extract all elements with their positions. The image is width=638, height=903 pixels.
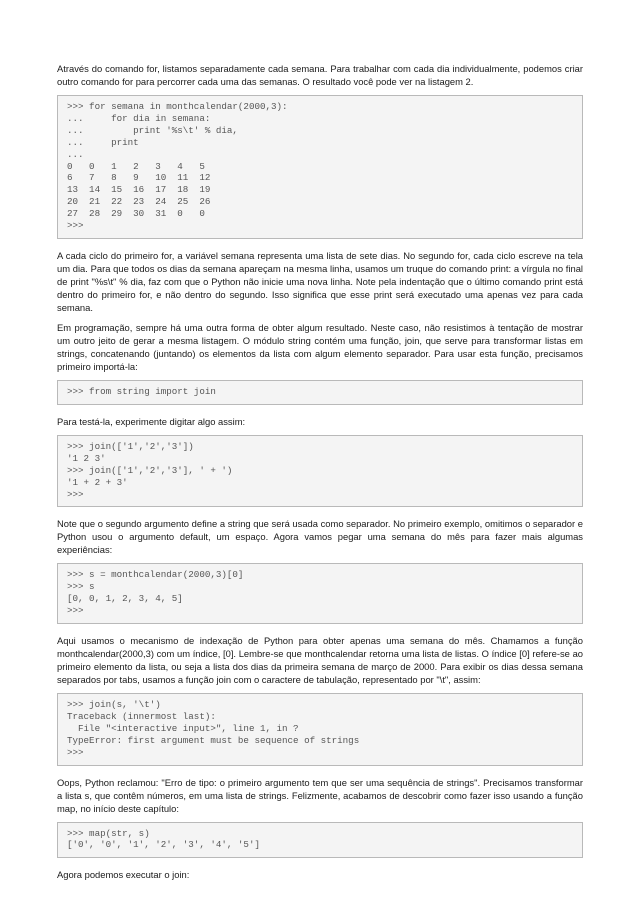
code-line: [0, 0, 1, 2, 3, 4, 5] — [67, 593, 183, 605]
code-line: >>> join(['1','2','3']) — [67, 440, 194, 452]
code-line: ... print — [67, 136, 139, 148]
code-line: '1 2 3' — [67, 452, 106, 464]
code-line: >>> for semana in monthcalendar(2000,3): — [67, 101, 288, 112]
code-line: ... print '%s\t' % dia, — [67, 124, 238, 136]
code-line: 20 21 22 23 24 25 26 — [67, 196, 211, 208]
code-listing — [57, 95, 583, 239]
code-line: >>> join(['1','2','3'], ' + ') — [67, 464, 233, 476]
body-paragraph: Em programação, sempre há uma outra forma de obter algum resultado. Neste caso, não resistimos à tentação de mostrar um outro jeito de gerar a mesma listagem. O módulo string contém uma função, join, que serve para transformar listas em strings, concatenando (juntando) os elementos da lista com algum elemento separador. Para usar esta função, precisamos primeiro importá-la: — [57, 321, 583, 372]
code-line: 27 28 29 30 31 0 0 — [67, 208, 205, 220]
code-listing — [57, 822, 583, 859]
code-line: >>> — [67, 746, 84, 758]
code-listing — [57, 380, 583, 405]
code-line: >>> s — [67, 581, 95, 593]
code-listing — [57, 563, 583, 624]
code-line: >>> — [67, 220, 84, 232]
body-paragraph: Através do comando for, listamos separadamente cada semana. Para trabalhar com cada dia individualmente, podemos criar outro comando for para percorrer cada uma das semanas. O resultado você pode ver na listagem 2. — [57, 63, 583, 87]
code-line: File "<interactive input>", line 1, in ? — [67, 722, 299, 734]
code-line: >>> — [67, 605, 84, 617]
code-line: ['0', '0', '1', '2', '3', '4', '5'] — [67, 839, 260, 851]
code-line: '1 + 2 + 3' — [67, 476, 128, 488]
body-paragraph: Oops, Python reclamou: "Erro de tipo: o primeiro argumento tem que ser uma sequência de strings". Precisamos transformar a lista s, que contêm números, em uma lista de strings. Felizmente, acabamos de descobrir como fazer isso usando a função map, no início deste capítulo: — [57, 776, 583, 814]
body-paragraph: Note que o segundo argumento define a string que será usada como separador. No primeiro exemplo, omitimos o separador e Python usou o argumento default, um espaço. Agora vamos pegar uma semana do mês para fazer mais algumas experiências: — [57, 518, 583, 556]
body-paragraph: A cada ciclo do primeiro for, a variável semana representa uma lista de sete dias. No segundo for, cada ciclo escreve na tela um dia. Para que todos os dias da semana apareçam na mesma linha, usamos um truque do comando print: a vírgula no final de print "%s\t" % dia, faz com que o Python não inicie uma nova linha. Note pela indentação que o último comando print está dentro do primeiro for, e não dentro do segundo. Isso significa que esse print será executado uma apenas vez para cada semana. — [57, 249, 583, 313]
code-listing — [57, 435, 583, 508]
code-line: >>> join(s, '\t') — [67, 699, 161, 711]
body-paragraph: Para testá-la, experimente digitar algo assim: — [57, 415, 246, 427]
body-paragraph: Agora podemos executar o join: — [57, 869, 190, 881]
code-line: ... for dia in semana: — [67, 112, 211, 124]
code-line: 0 0 1 2 3 4 5 — [67, 160, 205, 172]
code-line: 6 7 8 9 10 11 12 — [67, 172, 211, 184]
code-line: >>> s = monthcalendar(2000,3)[0] — [67, 569, 244, 581]
code-line: TypeError: first argument must be sequence of strings — [67, 734, 360, 746]
code-line: 13 14 15 16 17 18 19 — [67, 184, 211, 196]
code-line: ... — [67, 148, 84, 160]
body-paragraph: Aqui usamos o mecanismo de indexação de Python para obter apenas uma semana do mês. Chamamos a função monthcalendar(2000,3) com um índice, [0]. Lembre-se que monthcalendar retorna uma lista de listas. O índice [0] refere-se ao primeiro elemento da lista, ou seja a lista dos dias da primeira semana de março de 2000. Para exibir os dias dessa semana separados por tabs, usamos a função join com o caractere de tabulação, representado por "\t", assim: — [57, 635, 583, 686]
code-line: >>> — [67, 488, 84, 500]
code-line: >>> map(str, s) — [67, 827, 150, 839]
code-listing — [57, 693, 583, 766]
code-line: Traceback (innermost last): — [67, 710, 216, 722]
code-line: >>> from string import join — [67, 385, 216, 397]
